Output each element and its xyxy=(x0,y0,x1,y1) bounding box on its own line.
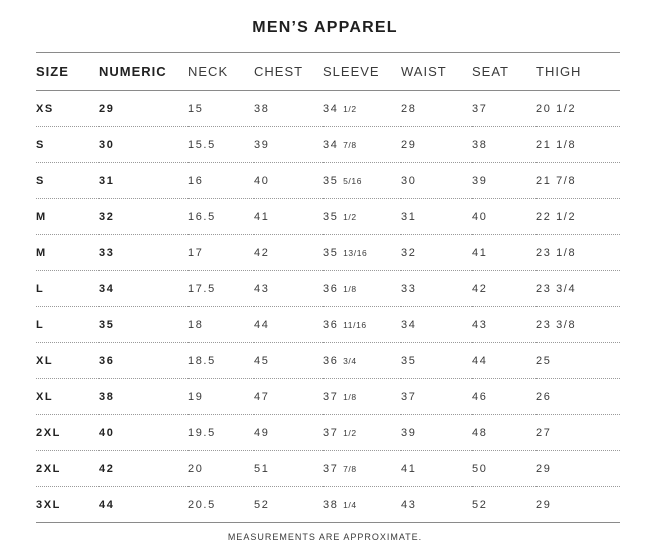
cell-waist: 30 xyxy=(401,163,472,199)
cell-chest: 49 xyxy=(254,415,323,451)
sleeve-fraction: 7/8 xyxy=(343,463,357,474)
cell-numeric: 35 xyxy=(99,307,188,343)
cell-sleeve xyxy=(323,91,401,127)
cell-waist: 33 xyxy=(401,271,472,307)
size-chart-table xyxy=(36,52,620,523)
cell-numeric: 31 xyxy=(99,163,188,199)
cell-size: 3XL xyxy=(36,487,99,523)
cell-chest: 44 xyxy=(254,307,323,343)
table-body xyxy=(36,91,620,523)
column-header-chest: CHEST xyxy=(254,53,323,91)
cell-seat: 43 xyxy=(472,307,536,343)
cell-size: L xyxy=(36,307,99,343)
column-header-thigh: THIGH xyxy=(536,53,620,91)
cell-neck: 15 xyxy=(188,91,254,127)
cell-thigh: 29 xyxy=(536,451,620,487)
sleeve-whole: 37 xyxy=(323,426,339,439)
cell-seat: 50 xyxy=(472,451,536,487)
cell-thigh: 23 3/8 xyxy=(536,307,620,343)
cell-thigh: 21 7/8 xyxy=(536,163,620,199)
cell-size: M xyxy=(36,199,99,235)
cell-chest: 52 xyxy=(254,487,323,523)
cell-seat: 46 xyxy=(472,379,536,415)
cell-sleeve xyxy=(323,163,401,199)
column-header-seat: SEAT xyxy=(472,53,536,91)
cell-size: 2XL xyxy=(36,451,99,487)
cell-chest: 45 xyxy=(254,343,323,379)
cell-size: M xyxy=(36,235,99,271)
cell-seat: 44 xyxy=(472,343,536,379)
cell-numeric: 33 xyxy=(99,235,188,271)
column-header-sleeve: SLEEVE xyxy=(323,53,401,91)
column-header-size: SIZE xyxy=(36,53,99,91)
cell-thigh: 23 1/8 xyxy=(536,235,620,271)
sleeve-fraction: 7/8 xyxy=(343,139,357,150)
cell-neck: 19 xyxy=(188,379,254,415)
cell-neck: 16 xyxy=(188,163,254,199)
cell-chest: 42 xyxy=(254,235,323,271)
cell-waist: 31 xyxy=(401,199,472,235)
cell-size: XL xyxy=(36,343,99,379)
cell-waist: 35 xyxy=(401,343,472,379)
cell-chest: 40 xyxy=(254,163,323,199)
sleeve-fraction: 3/4 xyxy=(343,355,357,366)
cell-sleeve xyxy=(323,415,401,451)
sleeve-whole: 34 xyxy=(323,138,339,151)
table-row xyxy=(36,163,620,199)
cell-thigh: 23 3/4 xyxy=(536,271,620,307)
sleeve-whole: 38 xyxy=(323,498,339,511)
cell-seat: 41 xyxy=(472,235,536,271)
table-row xyxy=(36,271,620,307)
cell-sleeve xyxy=(323,379,401,415)
sleeve-whole: 36 xyxy=(323,282,339,295)
cell-size: S xyxy=(36,163,99,199)
table-row xyxy=(36,379,620,415)
cell-seat: 48 xyxy=(472,415,536,451)
table-row xyxy=(36,451,620,487)
cell-numeric: 42 xyxy=(99,451,188,487)
cell-chest: 41 xyxy=(254,199,323,235)
table-row xyxy=(36,415,620,451)
cell-waist: 29 xyxy=(401,127,472,163)
cell-waist: 37 xyxy=(401,379,472,415)
cell-numeric: 36 xyxy=(99,343,188,379)
cell-waist: 43 xyxy=(401,487,472,523)
column-header-numeric: NUMERIC xyxy=(99,53,188,91)
cell-neck: 18.5 xyxy=(188,343,254,379)
cell-chest: 39 xyxy=(254,127,323,163)
cell-chest: 51 xyxy=(254,451,323,487)
table-row xyxy=(36,235,620,271)
cell-size: XL xyxy=(36,379,99,415)
header-row xyxy=(36,53,620,91)
sleeve-whole: 35 xyxy=(323,246,339,259)
cell-size: S xyxy=(36,127,99,163)
sleeve-whole: 36 xyxy=(323,354,339,367)
cell-neck: 20 xyxy=(188,451,254,487)
cell-neck: 16.5 xyxy=(188,199,254,235)
cell-neck: 15.5 xyxy=(188,127,254,163)
cell-waist: 39 xyxy=(401,415,472,451)
cell-thigh: 22 1/2 xyxy=(536,199,620,235)
table-row xyxy=(36,343,620,379)
cell-size: 2XL xyxy=(36,415,99,451)
cell-waist: 34 xyxy=(401,307,472,343)
cell-sleeve xyxy=(323,271,401,307)
cell-neck: 18 xyxy=(188,307,254,343)
column-header-waist: WAIST xyxy=(401,53,472,91)
table-row xyxy=(36,199,620,235)
cell-chest: 38 xyxy=(254,91,323,127)
cell-thigh: 20 1/2 xyxy=(536,91,620,127)
cell-size: L xyxy=(36,271,99,307)
cell-seat: 40 xyxy=(472,199,536,235)
sleeve-fraction: 1/4 xyxy=(343,499,357,510)
cell-thigh: 26 xyxy=(536,379,620,415)
sleeve-fraction: 5/16 xyxy=(343,175,363,186)
sleeve-fraction: 1/8 xyxy=(343,391,357,402)
cell-sleeve xyxy=(323,487,401,523)
sleeve-fraction: 1/2 xyxy=(343,103,357,114)
sleeve-fraction: 13/16 xyxy=(343,247,368,258)
cell-numeric: 40 xyxy=(99,415,188,451)
cell-numeric: 30 xyxy=(99,127,188,163)
cell-sleeve xyxy=(323,343,401,379)
column-header-neck: NECK xyxy=(188,53,254,91)
cell-size: XS xyxy=(36,91,99,127)
cell-numeric: 32 xyxy=(99,199,188,235)
cell-numeric: 34 xyxy=(99,271,188,307)
cell-waist: 32 xyxy=(401,235,472,271)
cell-chest: 43 xyxy=(254,271,323,307)
cell-sleeve xyxy=(323,307,401,343)
cell-numeric: 29 xyxy=(99,91,188,127)
table-row xyxy=(36,127,620,163)
cell-numeric: 44 xyxy=(99,487,188,523)
table-row xyxy=(36,487,620,523)
cell-seat: 38 xyxy=(472,127,536,163)
cell-seat: 37 xyxy=(472,91,536,127)
cell-thigh: 25 xyxy=(536,343,620,379)
cell-chest: 47 xyxy=(254,379,323,415)
cell-thigh: 21 1/8 xyxy=(536,127,620,163)
page-title: MEN’S APPAREL xyxy=(252,19,398,36)
cell-neck: 17 xyxy=(188,235,254,271)
cell-sleeve xyxy=(323,451,401,487)
sleeve-whole: 35 xyxy=(323,174,339,187)
cell-seat: 42 xyxy=(472,271,536,307)
sleeve-fraction: 1/2 xyxy=(343,427,357,438)
sleeve-whole: 37 xyxy=(323,462,339,475)
sleeve-whole: 34 xyxy=(323,102,339,115)
cell-sleeve xyxy=(323,127,401,163)
table-row xyxy=(36,307,620,343)
cell-neck: 20.5 xyxy=(188,487,254,523)
sleeve-whole: 37 xyxy=(323,390,339,403)
cell-sleeve xyxy=(323,199,401,235)
cell-waist: 28 xyxy=(401,91,472,127)
cell-thigh: 27 xyxy=(536,415,620,451)
cell-neck: 17.5 xyxy=(188,271,254,307)
cell-thigh: 29 xyxy=(536,487,620,523)
sleeve-fraction: 11/16 xyxy=(343,319,367,330)
cell-seat: 52 xyxy=(472,487,536,523)
sleeve-whole: 36 xyxy=(323,318,339,331)
footnote: MEASUREMENTS ARE APPROXIMATE. xyxy=(227,532,423,542)
cell-waist: 41 xyxy=(401,451,472,487)
cell-numeric: 38 xyxy=(99,379,188,415)
sleeve-fraction: 1/8 xyxy=(343,283,357,294)
table-row xyxy=(36,91,620,127)
sleeve-fraction: 1/2 xyxy=(343,211,357,222)
cell-neck: 19.5 xyxy=(188,415,254,451)
sleeve-whole: 35 xyxy=(323,210,339,223)
cell-seat: 39 xyxy=(472,163,536,199)
cell-sleeve xyxy=(323,235,401,271)
